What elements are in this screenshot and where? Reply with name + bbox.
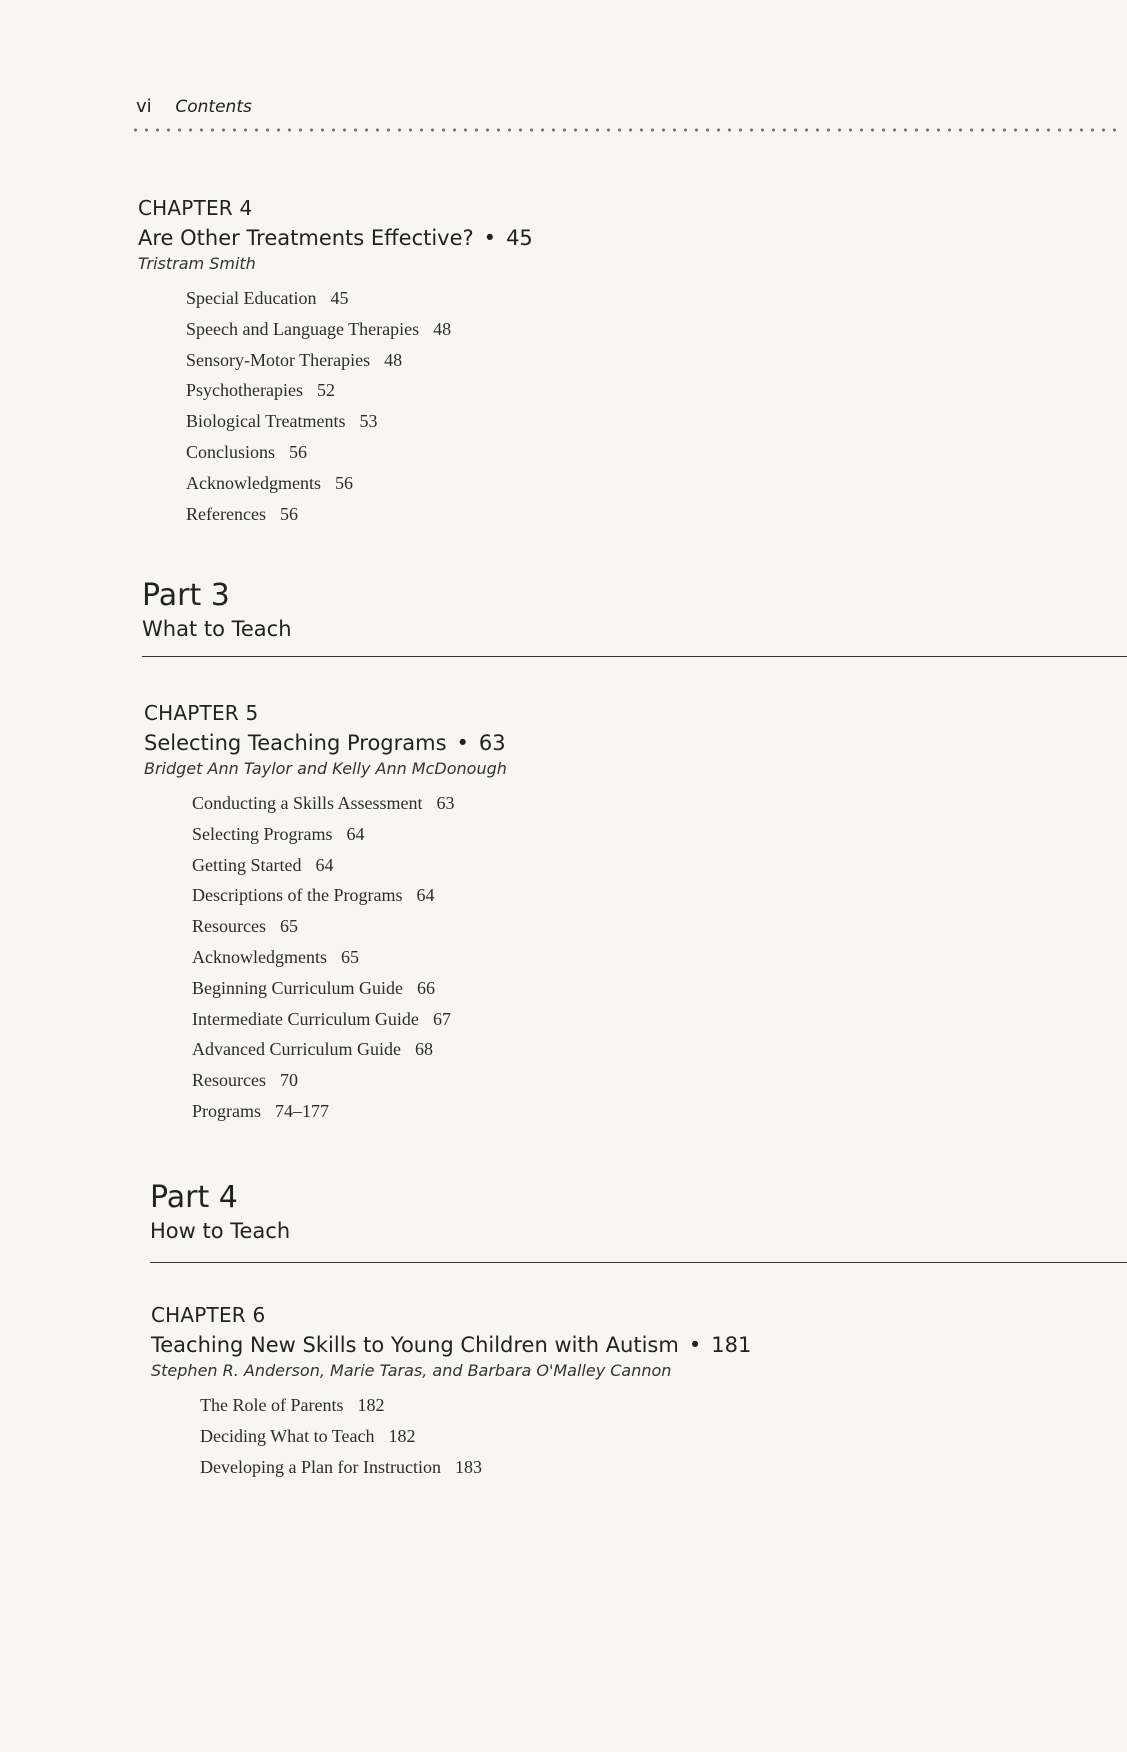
toc-entry [192, 880, 507, 911]
chapter-title-line [144, 731, 507, 755]
toc-entry [192, 819, 507, 850]
entry-page: 65 [340, 946, 359, 967]
toc-entry [192, 973, 507, 1004]
entry-page: 48 [433, 318, 452, 339]
entry-title: Deciding What to Teach [200, 1425, 375, 1446]
toc-entry [192, 1096, 507, 1127]
entry-title: Acknowledgments [186, 472, 321, 493]
entry-title: Beginning Curriculum Guide [192, 977, 403, 998]
toc-entry [192, 1065, 507, 1096]
toc-entry [192, 850, 507, 881]
bullet-separator: • [483, 226, 497, 250]
toc-entry [200, 1390, 751, 1421]
chapter-title-line [151, 1333, 751, 1357]
entry-page: 64 [416, 885, 435, 906]
part-name: What to Teach [142, 617, 292, 641]
part-divider [142, 656, 1127, 657]
entry-title: References [186, 503, 266, 524]
page-folio: vi [136, 96, 152, 117]
part-divider [150, 1262, 1127, 1263]
section-list [200, 1390, 751, 1482]
entry-title: Sensory-Motor Therapies [186, 349, 371, 370]
entry-title: Speech and Language Therapies [186, 318, 420, 339]
entry-page: 52 [316, 380, 335, 401]
entry-page: 48 [384, 349, 403, 370]
toc-entry [186, 406, 533, 437]
bullet-separator: • [456, 731, 469, 755]
entry-title: Intermediate Curriculum Guide [192, 1008, 419, 1029]
running-head [136, 96, 252, 117]
dotted-divider [130, 128, 1120, 132]
chapter-6 [151, 1303, 751, 1482]
toc-entry [200, 1421, 751, 1452]
entry-page: 56 [289, 441, 308, 462]
entry-page: 53 [359, 411, 378, 432]
entry-page: 182 [388, 1425, 416, 1446]
chapter-page: 181 [711, 1333, 752, 1357]
running-head-title: Contents [175, 97, 252, 117]
toc-entry [192, 1034, 507, 1065]
entry-page: 183 [454, 1456, 482, 1477]
toc-entry [186, 468, 533, 499]
entry-title: Resources [192, 916, 266, 937]
chapter-page: 45 [506, 226, 533, 250]
chapter-authors: Bridget Ann Taylor and Kelly Ann McDonough [144, 759, 507, 778]
entry-page: 66 [416, 977, 435, 998]
toc-entry [192, 911, 507, 942]
entry-title: Selecting Programs [192, 823, 333, 844]
part-3-heading [142, 578, 292, 641]
chapter-label: CHAPTER 6 [151, 1303, 266, 1327]
bullet-separator: • [688, 1333, 702, 1357]
chapter-title: Are Other Treatments Effective? [138, 226, 474, 250]
entry-title: Conducting a Skills Assessment [192, 793, 423, 813]
entry-title: Special Education [186, 288, 317, 308]
toc-entry [192, 1004, 507, 1035]
entry-title: Acknowledgments [192, 946, 327, 967]
entry-page: 182 [357, 1395, 385, 1415]
entry-page: 67 [432, 1008, 451, 1029]
part-number: Part 3 [142, 578, 230, 613]
entry-page: 64 [315, 854, 334, 875]
chapter-4 [138, 196, 533, 529]
chapter-title: Selecting Teaching Programs [144, 731, 447, 755]
chapter-authors: Stephen R. Anderson, Marie Taras, and Barbara O'Malley Cannon [151, 1361, 672, 1380]
section-list [192, 788, 507, 1127]
entry-title: Programs [192, 1100, 261, 1121]
entry-page: 63 [436, 793, 455, 813]
toc-entry [192, 788, 507, 819]
entry-page: 64 [346, 823, 365, 844]
section-list [186, 283, 533, 529]
chapter-5 [144, 701, 507, 1127]
chapter-title-line [138, 226, 533, 250]
toc-entry [186, 499, 533, 530]
entry-page: 65 [279, 916, 298, 937]
chapter-title: Teaching New Skills to Young Children with Autism [151, 1333, 679, 1357]
entry-title: Descriptions of the Programs [192, 885, 403, 906]
chapter-label: CHAPTER 4 [138, 196, 253, 220]
entry-title: Conclusions [186, 441, 276, 462]
chapter-authors: Tristram Smith [138, 254, 256, 273]
entry-page: 56 [334, 472, 353, 493]
part-number: Part 4 [150, 1180, 238, 1215]
entry-title: Getting Started [192, 854, 302, 875]
entry-page: 74–177 [275, 1100, 329, 1121]
entry-page: 70 [279, 1070, 298, 1091]
entry-title: Developing a Plan for Instruction [200, 1456, 441, 1477]
toc-entry [186, 314, 533, 345]
chapter-label: CHAPTER 5 [144, 701, 259, 725]
entry-title: Psychotherapies [186, 380, 303, 401]
toc-entry [186, 283, 533, 314]
toc-entry [192, 942, 507, 973]
entry-page: 56 [279, 503, 298, 524]
toc-entry [186, 437, 533, 468]
toc-entry [186, 375, 533, 406]
entry-title: Advanced Curriculum Guide [192, 1039, 401, 1060]
entry-title: Resources [192, 1070, 266, 1091]
entry-page: 45 [330, 288, 349, 308]
toc-entry [186, 345, 533, 376]
part-4-heading [150, 1180, 290, 1243]
toc-entry [200, 1452, 751, 1483]
chapter-page: 63 [478, 731, 506, 755]
entry-title: Biological Treatments [186, 411, 346, 432]
entry-title: The Role of Parents [200, 1395, 344, 1415]
part-name: How to Teach [150, 1219, 291, 1243]
entry-page: 68 [414, 1039, 433, 1060]
